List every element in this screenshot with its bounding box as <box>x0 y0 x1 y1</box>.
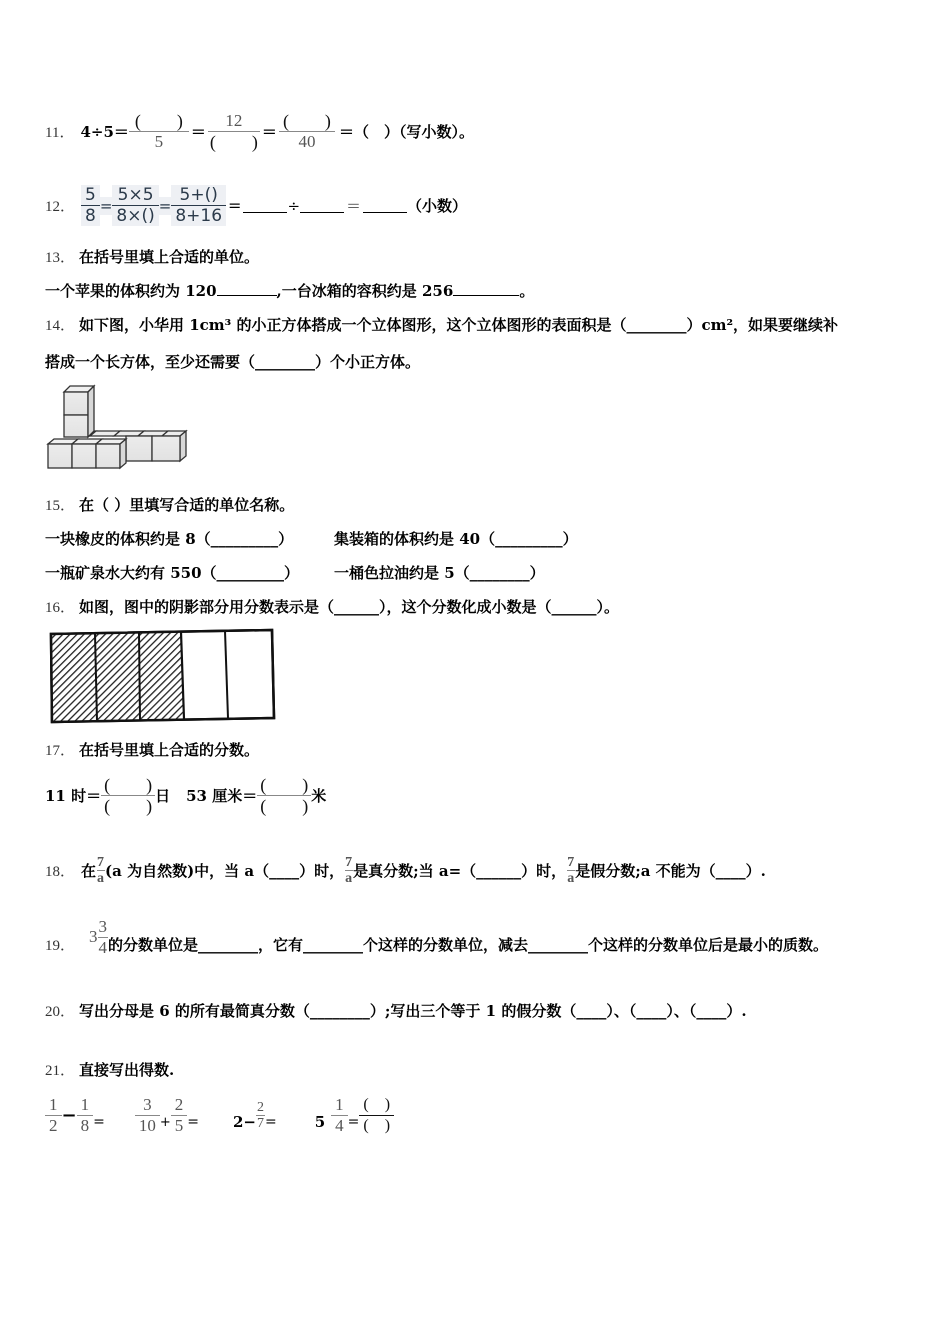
question-text: 在括号里填上合适的分数。 <box>79 741 260 759</box>
hint-decimal: （小数） <box>407 197 468 215</box>
equals: ＝ <box>261 122 277 141</box>
fraction-3-over-10 <box>135 1095 160 1136</box>
question-number: 17． <box>45 743 76 759</box>
shaded-fraction-figure <box>48 627 276 725</box>
question-number: 20． <box>45 1004 76 1020</box>
mixed-number-3-3-4 <box>89 917 108 958</box>
answer-blank-2[interactable] <box>199 1108 233 1122</box>
equals: = <box>347 1114 360 1130</box>
fraction-5x5-over-8xblank <box>112 185 158 226</box>
denominator: 8 <box>80 1115 90 1135</box>
question-20 <box>45 1000 747 1021</box>
question-text: 的分数单位是________，它有________个这样的分数单位，减去________个这样的分数单位后是最小的质数。 <box>108 935 829 954</box>
numerator: 1 <box>80 1094 90 1114</box>
fraction-blank-over-40 <box>279 111 335 152</box>
denominator: 7 <box>256 1115 264 1131</box>
answer-blank-1[interactable] <box>105 1108 135 1122</box>
expression-lead: 4÷5＝ <box>80 122 129 141</box>
numerator: 1 <box>49 1094 58 1114</box>
hours-to-days-fraction <box>101 775 155 816</box>
question-text: 如图，图中的阴影部分用分数表示是（______），这个分数化成小数是（______）。 <box>79 598 620 616</box>
question-number: 14． <box>45 318 76 334</box>
fridge-unit-blank[interactable] <box>453 281 519 296</box>
fridge-volume-text: ,一台冰箱的容积约是 256 <box>276 282 454 300</box>
question-number: 18． <box>45 863 76 880</box>
numerator-blank[interactable]: ( ) <box>104 774 153 795</box>
divisor-blank[interactable] <box>300 198 344 213</box>
numerator-blank[interactable]: ( ) <box>260 774 309 795</box>
question-14-line2: 搭成一个长方体，至少还需要（________）个小正方体。 <box>45 353 421 371</box>
whole-part: 3 <box>89 926 98 946</box>
cube-figure <box>46 384 188 470</box>
text: 是假分数;a 不能为（____）. <box>575 861 766 880</box>
five: 5 <box>314 1113 326 1131</box>
denominator-blank[interactable]: 8×() <box>116 206 155 226</box>
numerator-blank[interactable]: 5+() <box>179 185 218 205</box>
cm-to-m-fraction <box>257 775 311 816</box>
question-17-equations <box>45 766 326 824</box>
fraction-1-over-8 <box>77 1095 94 1136</box>
two-minus: 2− <box>232 1113 256 1131</box>
question-13-title <box>45 246 259 267</box>
question-number: 11． <box>45 124 75 141</box>
denominator: 8+16 <box>175 206 223 226</box>
denominator-blank[interactable]: ( ) <box>104 795 153 816</box>
fraction-blank-over-5 <box>129 111 189 152</box>
equals: = <box>93 1114 105 1130</box>
denominator: a <box>567 870 575 886</box>
numerator: 2 <box>174 1094 184 1114</box>
fraction-1-over-2 <box>45 1095 62 1136</box>
question-15-item-oil: 一桶色拉油约是 5（________） <box>334 564 545 582</box>
numerator: 7 <box>97 854 105 870</box>
divide-sign: ÷ <box>287 196 301 215</box>
denominator: 4 <box>98 937 108 957</box>
question-15-item-water: 一瓶矿泉水大约有 550（_________） <box>45 564 300 582</box>
question-14-line1 <box>45 314 838 335</box>
denominator: 5 <box>174 1115 184 1135</box>
fraction-7-over-a <box>96 855 105 886</box>
plus-sign: + <box>159 1114 171 1130</box>
question-text: 在括号里填上合适的单位。 <box>79 248 260 266</box>
denominator: 5 <box>154 131 164 151</box>
equals: ＝ <box>346 197 362 215</box>
hours-lead: 11 时＝ <box>45 786 102 805</box>
denominator: 4 <box>335 1115 344 1135</box>
denominator: 2 <box>49 1115 58 1135</box>
period: 。 <box>519 282 535 300</box>
numerator: 5×5 <box>117 185 154 205</box>
minus-sign: − <box>61 1104 77 1126</box>
numerator: 12 <box>225 110 243 130</box>
denominator-blank[interactable]: ( ) <box>209 131 258 152</box>
apple-unit-blank[interactable] <box>217 281 277 296</box>
text: 在 <box>81 861 97 880</box>
question-19 <box>45 914 828 960</box>
fraction-2-over-5 <box>171 1095 188 1136</box>
denominator-blank[interactable]: ( ) <box>260 795 309 816</box>
unit-meter: 米 <box>311 786 327 805</box>
equals: ＝ <box>190 122 206 141</box>
text: (a 为自然数)中，当 a（____）时， <box>105 861 345 880</box>
fraction-2-over-7 <box>256 1100 265 1131</box>
fraction-5plus-over-8plus16 <box>171 185 226 226</box>
question-15-item-eraser: 一块橡皮的体积约是 8（_________） <box>45 530 294 548</box>
question-15-item-container: 集装箱的体积约是 40（_________） <box>334 530 578 548</box>
equals: = <box>264 1114 277 1130</box>
fraction-5-over-8 <box>81 185 100 226</box>
apple-volume-text: 一个苹果的体积约为 120 <box>45 282 217 300</box>
question-15-title <box>45 494 294 515</box>
numerator-blank[interactable]: ( ) <box>363 1095 391 1113</box>
dividend-blank[interactable] <box>243 198 287 213</box>
equals: = <box>187 1114 199 1130</box>
numerator: 1 <box>335 1094 344 1114</box>
denominator: a <box>345 870 353 886</box>
unit-day: 日 <box>155 786 171 805</box>
question-number: 21． <box>45 1063 76 1079</box>
denominator: 40 <box>298 131 316 151</box>
question-number: 19． <box>45 937 76 954</box>
question-text: 在（ ）里填写合适的单位名称。 <box>79 496 295 514</box>
fraction-1-over-4 <box>331 1095 348 1136</box>
equals: = <box>158 196 172 215</box>
question-text: 如下图，小华用 1cm³ 的小正方体搭成一个立体图形，这个立体图形的表面积是（________）cm²，如果要继续补 <box>79 316 839 334</box>
question-number: 15． <box>45 498 76 514</box>
question-13-line <box>45 280 534 301</box>
decimal-blank[interactable] <box>363 198 407 213</box>
denominator: 8 <box>85 206 96 226</box>
denominator: 10 <box>138 1115 156 1135</box>
numerator: 2 <box>256 1099 264 1115</box>
decimal-blank-text: ＝（ ）（写小数）。 <box>338 122 474 141</box>
question-21-expressions <box>45 1090 394 1140</box>
equals: = <box>228 196 242 215</box>
result-fraction <box>359 1095 394 1136</box>
question-11 <box>45 103 474 159</box>
numerator: 3 <box>143 1094 152 1114</box>
question-21-title <box>45 1059 174 1080</box>
fraction-part <box>98 917 109 958</box>
numerator-blank[interactable]: ( ) <box>134 110 183 131</box>
question-number: 13． <box>45 250 76 266</box>
numerator: 3 <box>98 916 108 936</box>
text: 是真分数;当 a=（______）时， <box>353 861 567 880</box>
numerator-blank[interactable]: ( ) <box>282 110 331 131</box>
denominator-blank[interactable]: ( ) <box>363 1116 391 1134</box>
question-number: 12． <box>45 199 76 215</box>
question-number: 16． <box>45 600 76 616</box>
question-text: 写出分母是 6 的所有最简真分数（________）;写出三个等于 1 的假分数（____）、（____）、（____）. <box>79 1002 747 1020</box>
numerator: 7 <box>345 854 353 870</box>
question-text: 直接写出得数. <box>79 1061 175 1079</box>
denominator: a <box>97 870 105 886</box>
cm-lead: 53 厘米＝ <box>186 786 258 805</box>
fraction-7-over-a <box>566 855 575 886</box>
numerator: 7 <box>567 854 575 870</box>
equals: = <box>99 196 113 215</box>
fraction-12-over-blank <box>208 111 260 152</box>
fraction-7-over-a <box>344 855 353 886</box>
answer-blank-3[interactable] <box>277 1108 315 1122</box>
question-18 <box>45 850 766 890</box>
numerator: 5 <box>85 185 96 205</box>
question-16 <box>45 596 619 617</box>
question-17-title <box>45 739 259 760</box>
question-12 <box>45 183 467 228</box>
